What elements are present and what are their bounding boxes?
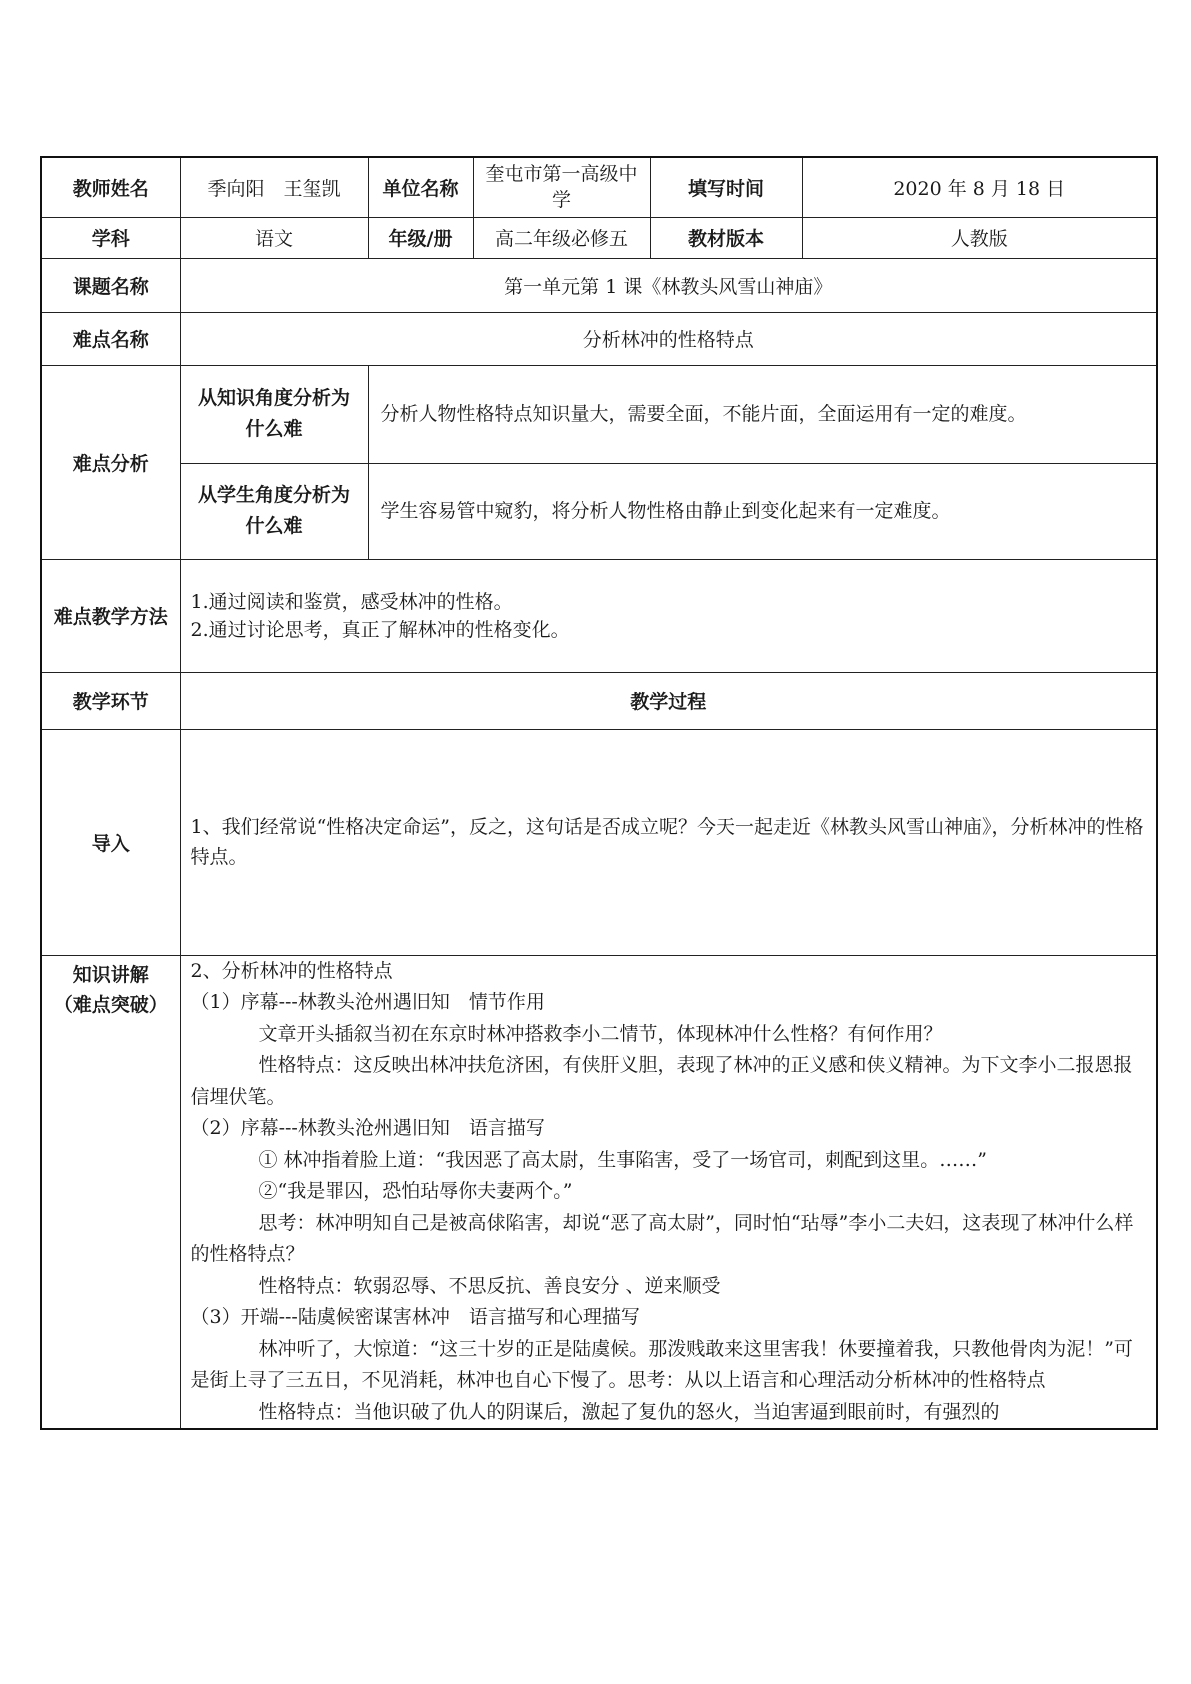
method-row — [41, 559, 1157, 672]
difficulty-row — [41, 312, 1157, 365]
intro-label: 导入 — [41, 729, 180, 955]
edition-value: 人教版 — [802, 217, 1157, 258]
date-label: 填写时间 — [650, 157, 802, 217]
knowledge-line: 性格特点：当他识破了仇人的阴谋后，激起了复仇的怒火，当迫害逼到眼前时，有强烈的 — [258, 1400, 1000, 1423]
knowledge-line: 性格特点：这反映出林冲扶危济困，有侠肝义胆，表现了林冲的正义感和侠义精神。为下文李小二报恩报信埋伏笔。 — [190, 1054, 1133, 1108]
knowledge-label-line-1: 知识讲解 — [72, 963, 149, 986]
knowledge-line: （2）序幕---林教头沧州遇旧知 语言描写 — [190, 1117, 545, 1139]
knowledge-angle-label: 从知识角度分析为什么难 — [180, 365, 368, 463]
unit-value: 奎屯市第一高级中学 — [473, 157, 650, 217]
title-label: 课题名称 — [41, 258, 180, 312]
unit-label: 单位名称 — [368, 157, 473, 217]
subject-label: 学科 — [41, 217, 180, 258]
method-line-1: 1.通过阅读和鉴赏，感受林冲的性格。 — [190, 590, 513, 613]
knowledge-line: 林冲听了，大惊道：“这三十岁的正是陆虞候。那泼贱敢来这里害我！休要撞着我，只教他骨肉为泥！”可是街上寻了三五日，不见消耗，林冲也自心下慢了。思考：从以上语言和心理活动分析林冲的性格特点 — [190, 1337, 1133, 1391]
difficulty-label: 难点名称 — [41, 312, 180, 365]
stage-header: 教学环节 — [41, 672, 180, 729]
header-row-1 — [41, 157, 1157, 217]
difficulty-value: 分析林冲的性格特点 — [180, 312, 1157, 365]
teacher-value: 季向阳 王玺凯 — [180, 157, 368, 217]
knowledge-content — [180, 955, 1157, 1429]
knowledge-line: ②“我是罪囚，恐怕玷辱你夫妻两个。” — [258, 1180, 573, 1202]
title-value: 第一单元第 1 课《林教头风雪山神庙》 — [180, 258, 1157, 312]
title-row — [41, 258, 1157, 312]
knowledge-line: （1）序幕---林教头沧州遇旧知 情节作用 — [190, 991, 545, 1013]
knowledge-line: 思考：林冲明知自己是被高俅陷害，却说“恶了高太尉”，同时怕“玷辱”李小二夫妇，这表现了林冲什么样的性格特点？ — [190, 1211, 1134, 1265]
knowledge-label-cell — [41, 955, 180, 1429]
student-angle-label: 从学生角度分析为什么难 — [180, 463, 368, 559]
teacher-label: 教师姓名 — [41, 157, 180, 217]
method-label: 难点教学方法 — [41, 559, 180, 672]
grade-label: 年级/册 — [368, 217, 473, 258]
student-angle-value: 学生容易管中窥豹，将分析人物性格由静止到变化起来有一定难度。 — [368, 463, 1157, 559]
header-row-2 — [41, 217, 1157, 258]
process-header: 教学过程 — [180, 672, 1157, 729]
method-content — [180, 559, 1157, 672]
knowledge-line: 性格特点：软弱忍辱、不思反抗、善良安分 、逆来顺受 — [258, 1274, 721, 1297]
analysis-row-student — [41, 463, 1157, 559]
knowledge-line: 文章开头插叙当初在东京时林冲搭救李小二情节，体现林冲什么性格？有何作用？ — [258, 1022, 943, 1045]
knowledge-angle-value: 分析人物性格特点知识量大，需要全面，不能片面，全面运用有一定的难度。 — [368, 365, 1157, 463]
lesson-plan-sheet — [40, 156, 1156, 1430]
knowledge-line: 2、分析林冲的性格特点 — [190, 959, 393, 982]
date-value: 2020 年 8 月 18 日 — [802, 157, 1157, 217]
analysis-row-knowledge — [41, 365, 1157, 463]
method-line-2: 2.通过讨论思考，真正了解林冲的性格变化。 — [190, 618, 570, 641]
process-header-row — [41, 672, 1157, 729]
analysis-label: 难点分析 — [41, 365, 180, 559]
knowledge-row — [41, 955, 1157, 1429]
edition-label: 教材版本 — [650, 217, 802, 258]
subject-value: 语文 — [180, 217, 368, 258]
knowledge-label-line-2: （难点突破） — [53, 993, 168, 1016]
knowledge-line: （3）开端---陆虞候密谋害林冲 语言描写和心理描写 — [190, 1306, 640, 1328]
intro-row — [41, 729, 1157, 955]
lesson-plan-table — [40, 156, 1158, 1430]
intro-text: 1、我们经常说“性格决定命运”，反之，这句话是否成立呢？今天一起走近《林教头风雪山神庙》，分析林冲的性格特点。 — [180, 729, 1157, 955]
grade-value: 高二年级必修五 — [473, 217, 650, 258]
knowledge-line: ① 林冲指着脸上道：“我因恶了高太尉，生事陷害，受了一场官司，刺配到这里。……” — [258, 1148, 987, 1171]
